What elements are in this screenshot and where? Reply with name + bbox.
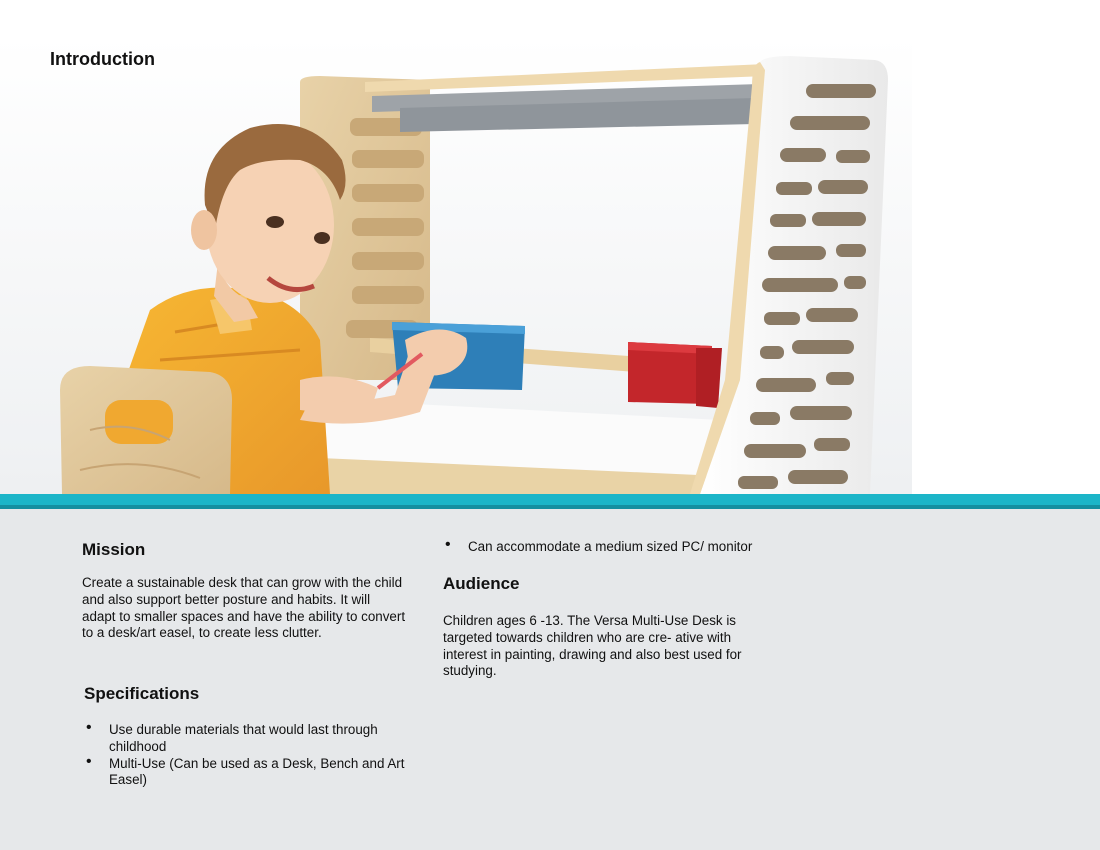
- specifications-list-continued: [443, 539, 763, 556]
- accent-band: [0, 494, 1100, 505]
- wooden-chair: [60, 366, 232, 494]
- specification-item: • Can accommodate a medium sized PC/ monitor: [443, 539, 763, 556]
- content-panel: [0, 509, 1100, 850]
- specification-item: • Multi-Use (Can be used as a Desk, Bench and Art Easel): [84, 756, 418, 790]
- audience-heading: Audience: [443, 574, 520, 593]
- page-title: Introduction: [50, 49, 155, 69]
- audience-text: Children ages 6 -13. The Versa Multi-Use Desk is targeted towards children who are cre- ative with interest in painting, drawing and also best used for studying.: [443, 613, 742, 679]
- specification-item: • Use durable materials that would last through childhood: [84, 722, 418, 756]
- mission-heading: Mission: [82, 540, 146, 559]
- red-bins: [628, 342, 722, 408]
- mission-text: Create a sustainable desk that can grow with the child and also support better posture and habits. It will adapt to smaller spaces and have the ability to convert to a desk/art easel, to create less clutter.: [82, 575, 406, 641]
- specifications-heading: Specifications: [84, 684, 200, 703]
- specifications-list: [84, 722, 418, 789]
